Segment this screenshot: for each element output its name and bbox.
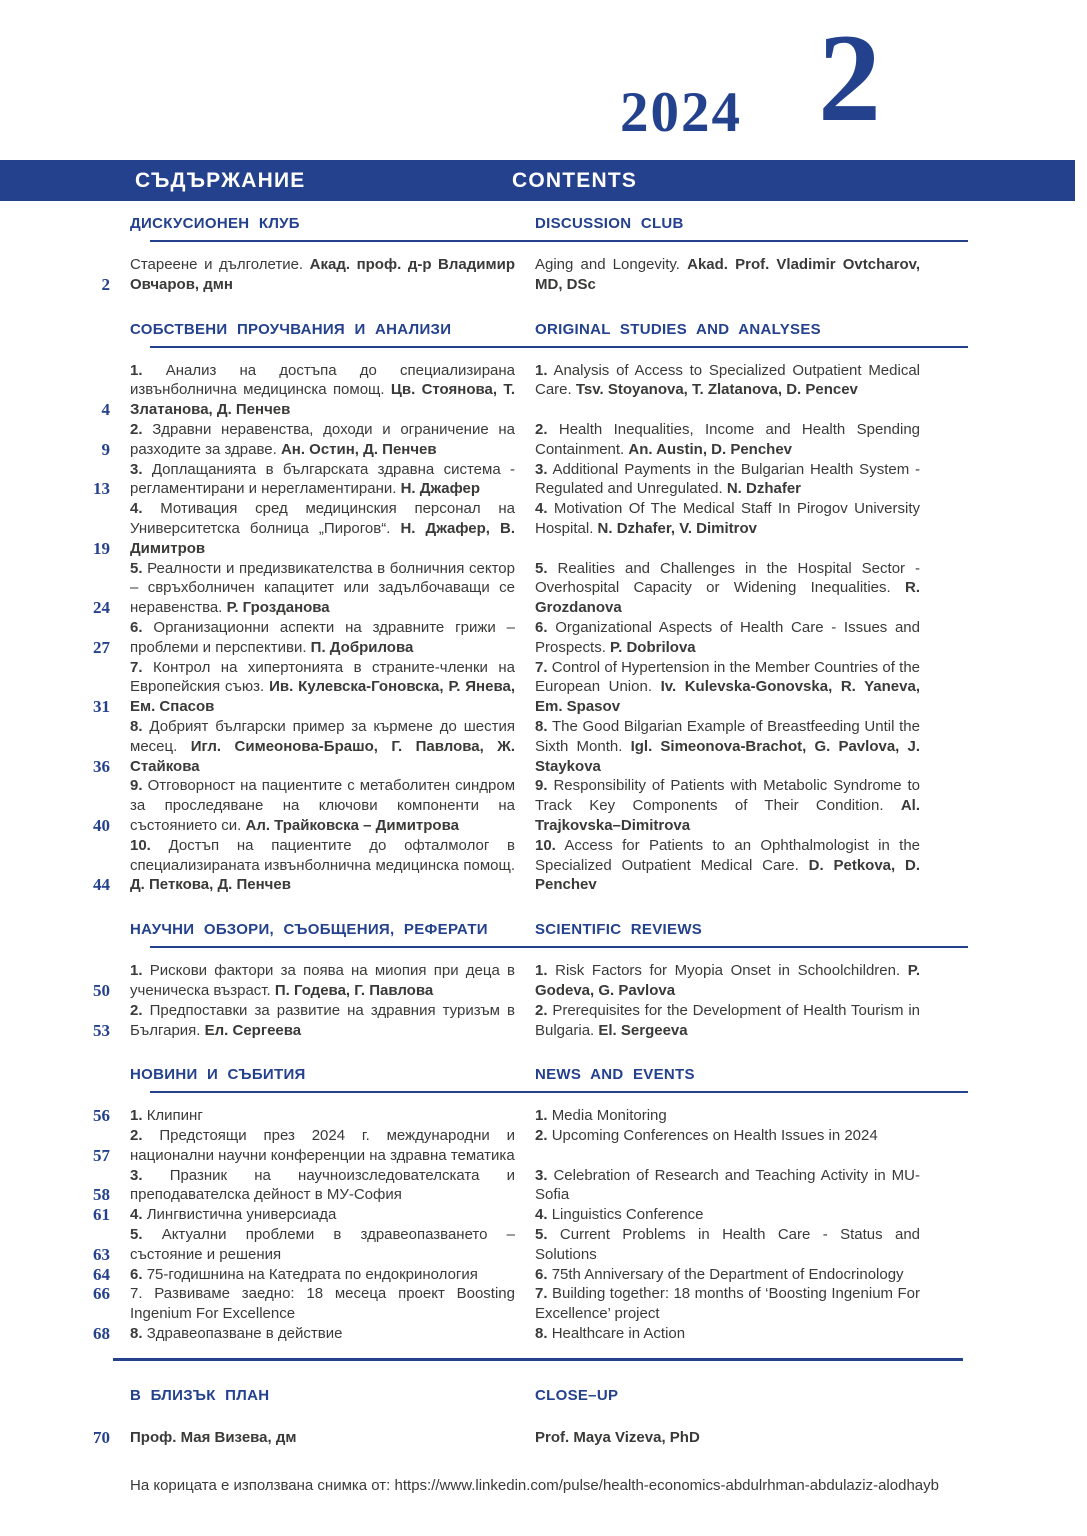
cover-credit-note: На корицата е използвана снимка от: https://www.linkedin.com/pulse/health-economics-abdulrhman-abdulaziz-alodhayb	[130, 1476, 939, 1494]
toc-entry-row	[75, 1428, 920, 1448]
entry-number: 4.	[535, 1206, 548, 1224]
entry-authors: R. Grozdanova	[535, 579, 920, 617]
entry-number: 2.	[130, 420, 143, 438]
entry-number: 8.	[535, 1325, 548, 1343]
entry-bg: 1. Анализ на достъпа до специализирана извънболнична медицинска помощ. Цв. Стоянова, Т. Златанова, Д. Пенчев	[130, 361, 515, 419]
entry-bg: 8. Здравеопазване в действие	[130, 1325, 343, 1343]
entry-number: 7.	[130, 658, 143, 676]
entry-authors: П. Добрилова	[310, 638, 414, 656]
entry-number: 2.	[535, 420, 548, 438]
toc-entry-row	[75, 1106, 920, 1126]
toc-entry-row	[75, 1284, 920, 1324]
page-number: 9	[101, 439, 110, 459]
contents-title-bulgarian: СЪДЪРЖАНИЕ	[135, 169, 306, 192]
entry-number: 4.	[130, 500, 143, 518]
entry-number: 8.	[130, 1325, 143, 1343]
section-heading-en: NEWS AND EVENTS	[535, 1066, 695, 1084]
entry-en: 4. Linguistics Conference	[535, 1206, 704, 1224]
entry-bg: 1. Рискови фактори за поява на миопия при деца в ученическа възраст. П. Годева, Г. Павлова	[130, 962, 515, 999]
toc-section	[75, 920, 920, 1040]
toc-section	[75, 1386, 920, 1448]
entry-bg: 6. 75-годишнина на Катедрата по ендокринология	[130, 1265, 478, 1283]
entry-authors: Н. Джафер	[400, 480, 481, 498]
section-heading-en: ORIGINAL STUDIES AND ANALYSES	[535, 320, 821, 338]
entry-authors: Цв. Стоянова, Т. Златанова, Д. Пенчев	[130, 381, 515, 419]
entry-bg: Стареене и дълголетие. Акад. проф. д-р Владимир Овчаров, дмн	[130, 256, 515, 293]
toc-entry-row	[75, 255, 920, 295]
page-number: 19	[93, 538, 110, 558]
entry-en: 1. Risk Factors for Myopia Onset in Schoolchildren. P. Godeva, G. Pavlova	[535, 962, 921, 999]
entry-number: 6.	[130, 1265, 143, 1283]
entry-bg: 3. Празник на научноизследователската и преподавателска дейност в МУ-София	[130, 1166, 515, 1204]
section-heading-en: SCIENTIFIC REVIEWS	[535, 921, 703, 939]
toc-entry-row	[75, 836, 920, 895]
entry-bg: 3. Доплащанията в българската здравна система - регламентирани и нерегламентирани. Н. Джафер	[130, 460, 515, 498]
entry-en: 6. 75th Anniversary of the Department of Endocrinology	[535, 1265, 904, 1283]
entry-authors: Н. Джафер, В. Димитров	[130, 519, 516, 557]
page-number: 44	[93, 875, 110, 895]
entry-en: 8. The Good Bilgarian Example of Breastfeeding Until the Sixth Month. Igl. Simeonova-Brachot, G. Pavlova, J. Staykova	[535, 717, 921, 775]
page-number: 68	[93, 1324, 110, 1344]
entry-authors: Ел. Сергеева	[204, 1021, 302, 1039]
entry-bg: 4. Лингвистична универсиада	[130, 1206, 337, 1224]
entry-authors: Д. Петкова, Д. Пенчев	[130, 876, 291, 894]
entry-authors: N. Dzhafer	[726, 480, 801, 498]
entry-authors: Al. Trajkovska–Dimitrova	[535, 797, 920, 834]
section-underline	[150, 240, 968, 242]
section-heading-row	[75, 1065, 920, 1085]
page-number: 27	[93, 637, 110, 657]
toc-entry-row	[75, 1205, 920, 1225]
page-number: 13	[93, 479, 110, 499]
page-number: 57	[93, 1145, 110, 1165]
entry-number: 6.	[535, 618, 548, 636]
toc-entry-row	[75, 717, 920, 776]
entry-authors: Ан. Остин, Д. Пенчев	[280, 440, 437, 458]
section-heading-bg: В БЛИЗЪК ПЛАН	[130, 1386, 270, 1404]
page-number: 31	[93, 697, 110, 717]
section-underline	[150, 346, 968, 348]
page-number: 4	[101, 400, 110, 420]
entry-bg: 2. Здравни неравенства, доходи и ограничение на разходите за здраве. Ан. Остин, Д. Пенчев	[130, 420, 515, 458]
entry-number: 2.	[130, 1001, 143, 1019]
entry-number: 5.	[535, 1226, 548, 1244]
entry-en: Aging and Longevity. Akad. Prof. Vladimir Ovtcharov, MD, DSc	[535, 256, 920, 293]
entry-number: 8.	[130, 717, 143, 735]
entry-en: 5. Current Problems in Health Care - Status and Solutions	[535, 1226, 921, 1263]
entry-en: 3. Celebration of Research and Teaching Activity in MU-Sofia	[535, 1166, 920, 1204]
entry-authors: P. Godeva, G. Pavlova	[535, 962, 921, 999]
page-number: 63	[93, 1244, 110, 1264]
page-number: 70	[93, 1427, 110, 1447]
entry-number: 1.	[130, 1107, 143, 1125]
entry-bg: 7. Развиваме заедно: 18 месеца проект Boosting Ingenium For Excellence	[130, 1285, 515, 1323]
entry-bg: 5. Актуални проблеми в здравеопазването – състояние и решения	[130, 1226, 515, 1263]
toc-body	[75, 214, 920, 1448]
toc-entry-row	[75, 1225, 920, 1265]
entry-number: 6.	[130, 618, 143, 636]
masthead	[0, 0, 1087, 160]
page-number: 66	[93, 1284, 110, 1304]
entry-number: 1.	[535, 361, 548, 379]
entry-en: 7. Building together: 18 months of ‘Boosting Ingenium For Excellence’ project	[535, 1285, 920, 1323]
entry-number: 5.	[130, 1226, 143, 1244]
section-heading-row	[75, 1386, 920, 1406]
entry-en: 1. Media Monitoring	[535, 1107, 667, 1125]
toc-section	[75, 1065, 920, 1361]
toc-entry-row	[75, 1001, 920, 1041]
entry-number: 2.	[535, 1001, 548, 1019]
entry-number: 5.	[130, 559, 143, 577]
toc-entry-row	[75, 1265, 920, 1285]
toc-entry-row	[75, 961, 920, 1001]
entry-en: 10. Access for Patients to an Ophthalmologist in the Specialized Outpatient Medical Care. D. Petkova, D. Penchev	[535, 836, 921, 894]
entry-number: 4.	[130, 1206, 143, 1224]
section-heading-row	[75, 920, 920, 940]
entry-en: 4. Motivation Of The Medical Staff In Pirogov University Hospital. N. Dzhafer, V. Dimitrov	[535, 500, 920, 537]
section-heading-row	[75, 320, 920, 340]
entry-number: 3.	[535, 1166, 548, 1184]
entry-authors: El. Sergeeva	[598, 1021, 688, 1039]
entry-number: 1.	[130, 361, 143, 379]
toc-entry-row	[75, 618, 920, 658]
entry-number: 5.	[535, 559, 548, 577]
entry-en: 1. Analysis of Access to Specialized Outpatient Medical Care. Tsv. Stoyanova, T. Zlatanova, D. Pencev	[535, 361, 921, 399]
entry-bg: 9. Отговорност на пациентите с метаболитен синдром за проследяване на ключови компоненти на състоянието си. Ал. Трайковска – Димитрова	[130, 777, 516, 834]
section-heading-bg: ДИСКУСИОНЕН КЛУБ	[130, 215, 300, 232]
entry-authors: Акад. проф. д-р Владимир Овчаров, дмн	[130, 256, 515, 293]
page-number: 24	[93, 598, 110, 618]
entry-number: 8.	[535, 717, 548, 735]
contents-title-english: CONTENTS	[512, 169, 638, 192]
year-label: 2024	[620, 81, 742, 144]
entry-authors: Ив. Кулевска-Гоновска, Р. Янева, Ем. Спасов	[130, 678, 515, 716]
page-number: 2	[101, 274, 110, 294]
entry-number: 2.	[130, 1127, 143, 1145]
entry-number: 1.	[130, 962, 143, 980]
section-heading-bg: НАУЧНИ ОБЗОРИ, СЪОБЩЕНИЯ, РЕФЕРАТИ	[130, 921, 488, 939]
section-heading-row	[75, 214, 920, 234]
section-end-rule	[113, 1358, 963, 1361]
entry-en: 5. Realities and Challenges in the Hospital Sector - Overhospital Capacity or Widening Inequalities. R. Grozdanova	[535, 559, 921, 617]
entry-number: 9.	[535, 777, 548, 795]
entry-number: 1.	[535, 962, 548, 980]
entry-bg: 2. Предстоящи през 2024 г. международни и национални научни конференции на здравна тематика	[130, 1127, 515, 1164]
entry-en: 2. Upcoming Conferences on Health Issues in 2024	[535, 1127, 878, 1145]
entry-authors: An. Austin, D. Penchev	[628, 440, 793, 458]
entry-bg: 1. Клипинг	[130, 1107, 203, 1125]
section-underline	[150, 946, 968, 948]
entry-bg: 7. Контрол на хипертонията в страните-членки на Европейския съюз. Ив. Кулевска-Гоновска, Р. Янева, Ем. Спасов	[130, 658, 515, 716]
page-number: 61	[93, 1205, 110, 1225]
entry-en: 3. Additional Payments in the Bulgarian Health System - Regulated and Unregulated. N. Dzhafer	[535, 460, 920, 498]
entry-number: 3.	[535, 460, 548, 478]
entry-en: 8. Healthcare in Action	[535, 1325, 686, 1343]
toc-entry-row	[75, 1166, 920, 1206]
entry-authors: Проф. Мая Визева, дм	[130, 1428, 297, 1446]
entry-number: 7.	[535, 1285, 548, 1303]
section-heading-en: DISCUSSION CLUB	[535, 215, 684, 232]
page-number: 53	[93, 1020, 110, 1040]
page-number: 58	[93, 1185, 110, 1205]
toc-entry-row	[75, 1126, 920, 1166]
entry-en: 2. Health Inequalities, Income and Health Spending Containment. An. Austin, D. Penchev	[535, 420, 921, 458]
entry-authors: N. Dzhafer, V. Dimitrov	[597, 519, 758, 537]
page-number: 50	[93, 980, 110, 1000]
toc-entry-row	[75, 361, 920, 420]
section-heading-bg: СОБСТВЕНИ ПРОУЧВАНИЯ И АНАЛИЗИ	[130, 320, 452, 338]
entry-en: 9. Responsibility of Patients with Metabolic Syndrome to Track Key Components of Their Condition. Al. Trajkovska–Dimitrova	[535, 777, 920, 834]
entry-number: 3.	[130, 460, 143, 478]
entry-bg	[130, 1428, 515, 1448]
entry-number: 7.	[535, 658, 548, 676]
entry-bg: 8. Добрият български пример за кърмене до шестия месец. Игл. Симеонова-Брашо, Г. Павлова, Ж. Стайкова	[130, 717, 516, 775]
entry-bg: 10. Достъп на пациентите до офталмолог в специализираната извънболнична медицинска помощ. Д. Петкова, Д. Пенчев	[130, 836, 515, 894]
page-number: 36	[93, 756, 110, 776]
toc-section	[75, 214, 920, 295]
entry-number: 10.	[130, 836, 151, 854]
toc-entry-row	[75, 499, 920, 558]
entry-en: 6. Organizational Aspects of Health Care - Issues and Prospects. P. Dobrilova	[535, 618, 920, 656]
entry-number: 6.	[535, 1265, 548, 1283]
entry-en	[535, 1428, 920, 1448]
entry-authors: Игл. Симеонова-Брашо, Г. Павлова, Ж. Стайкова	[130, 737, 515, 775]
toc-entry-row	[75, 460, 920, 500]
entry-number: 1.	[535, 1107, 548, 1125]
page-number: 40	[93, 815, 110, 835]
entry-authors: Prof. Maya Vizeva, PhD	[535, 1428, 700, 1446]
toc-entry-row	[75, 776, 920, 835]
entry-number: 2.	[535, 1127, 548, 1145]
toc-entry-row	[75, 1324, 920, 1344]
contents-title-bar	[0, 160, 1075, 201]
entry-authors: Tsv. Stoyanova, T. Zlatanova, D. Pencev	[575, 381, 858, 399]
entry-bg: 4. Мотивация сред медицинския персонал на Университетска болница „Пирогов“. Н. Джафер, В. Димитров	[130, 500, 516, 557]
entry-authors: D. Petkova, D. Penchev	[535, 856, 921, 894]
entry-authors: Akad. Prof. Vladimir Ovtcharov, MD, DSc	[535, 256, 920, 293]
entry-authors: Igl. Simeonova-Brachot, G. Pavlova, J. Staykova	[535, 737, 921, 775]
entry-number: 4.	[535, 500, 548, 518]
entry-authors: П. Годева, Г. Павлова	[274, 981, 434, 999]
section-heading-en: CLOSE–UP	[535, 1386, 619, 1404]
entry-authors: P. Dobrilova	[610, 638, 696, 656]
toc-entry-row	[75, 658, 920, 717]
entry-number: 9.	[130, 777, 143, 795]
toc-entry-row	[75, 559, 920, 618]
issue-number: 2	[818, 9, 881, 148]
page-number: 64	[93, 1264, 110, 1284]
entry-bg: 6. Организационни аспекти на здравните грижи – проблеми и перспективи. П. Добрилова	[130, 618, 515, 656]
section-underline	[150, 1091, 968, 1093]
entry-authors: Р. Грозданова	[226, 599, 330, 617]
entry-bg: 5. Реалности и предизвикателства в болничния сектор – свръхболничен капацитет или задълбочаващи се неравенства. Р. Грозданова	[130, 559, 515, 617]
entry-bg: 2. Предпоставки за развитие на здравния туризъм в България. Ел. Сергеева	[130, 1001, 516, 1039]
page-number: 56	[93, 1106, 110, 1126]
entry-en: 2. Prerequisites for the Development of Health Tourism in Bulgaria. El. Sergeeva	[535, 1001, 921, 1039]
entry-en: 7. Control of Hypertension in the Member Countries of the European Union. Iv. Kulevska-Gonovska, R. Yaneva, Em. Spasov	[535, 658, 921, 716]
toc-section	[75, 320, 920, 896]
entry-number: 10.	[535, 836, 556, 854]
entry-authors: Iv. Kulevska-Gonovska, R. Yaneva, Em. Spasov	[535, 678, 920, 716]
toc-entry-row	[75, 420, 920, 460]
entry-number: 3.	[130, 1166, 143, 1184]
section-heading-bg: НОВИНИ И СЪБИТИЯ	[130, 1066, 306, 1084]
entry-authors: Ал. Трайковска – Димитрова	[245, 816, 459, 834]
